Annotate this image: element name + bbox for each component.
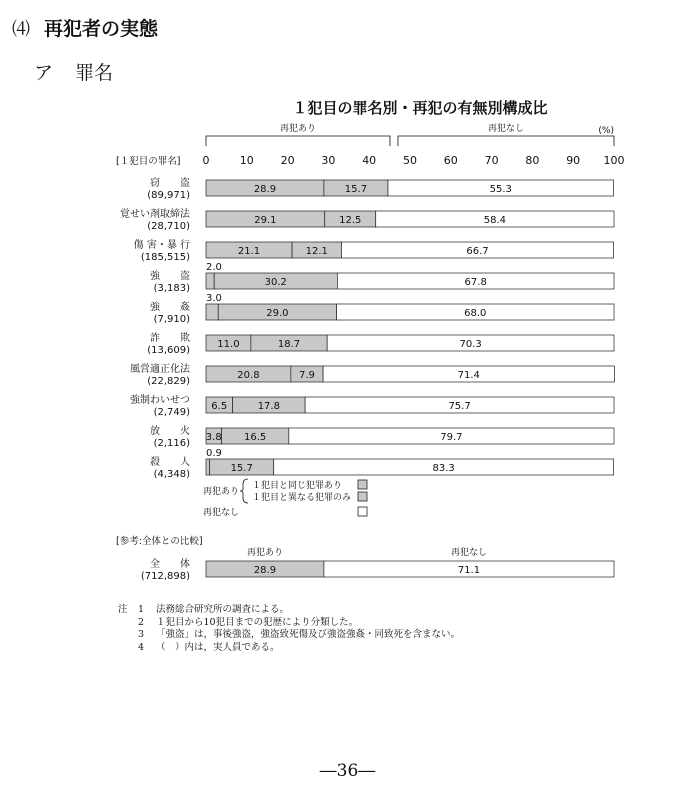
x-tick-label: 20 bbox=[280, 154, 295, 167]
category-label: 窃 盗 bbox=[150, 178, 190, 189]
category-count: (3,183) bbox=[153, 283, 190, 294]
category-count: (4,348) bbox=[153, 469, 190, 480]
data-label: 20.8 bbox=[237, 370, 260, 381]
category-count: (2,749) bbox=[153, 407, 190, 418]
legend-swatch bbox=[358, 507, 367, 516]
x-tick-label: 40 bbox=[362, 154, 377, 167]
category-count: (13,609) bbox=[147, 345, 190, 356]
data-label: 21.1 bbox=[237, 246, 261, 257]
x-tick-label: 60 bbox=[443, 154, 458, 167]
category-count: (2,116) bbox=[153, 438, 190, 449]
data-label: 7.9 bbox=[299, 370, 315, 381]
x-tick-label: 100 bbox=[603, 154, 625, 167]
x-tick-label: 70 bbox=[484, 154, 499, 167]
category-label: 風営適正化法 bbox=[130, 364, 190, 375]
note-row bbox=[118, 604, 460, 617]
category-label: 覚せい剤取締法 bbox=[120, 209, 190, 220]
x-tick-label: 0 bbox=[202, 154, 210, 167]
data-label: 68.0 bbox=[464, 308, 487, 319]
data-label: 71.4 bbox=[457, 370, 480, 381]
category-count: (89,971) bbox=[147, 190, 190, 201]
category-label: 殺 人 bbox=[150, 457, 190, 468]
data-label: 28.9 bbox=[253, 184, 277, 195]
data-label: 79.7 bbox=[440, 432, 463, 443]
reference-column-label: 再犯なし bbox=[450, 548, 487, 558]
data-label: 18.7 bbox=[277, 339, 301, 350]
note-label: 注 bbox=[118, 604, 128, 615]
data-label: 11.0 bbox=[217, 339, 240, 350]
reference-title: [参考:全体との比較] bbox=[116, 536, 203, 547]
chart-title: １犯目の罪名別・再犯の有無別構成比 bbox=[292, 99, 548, 117]
bar-segment bbox=[206, 273, 214, 289]
note-text: （ ）内は，実人員である。 bbox=[156, 641, 280, 653]
data-label: 0.9 bbox=[206, 448, 222, 459]
legend-item-label: １犯目と異なる犯罪のみ bbox=[252, 493, 352, 503]
legend-brace bbox=[240, 479, 248, 503]
data-label: 67.8 bbox=[464, 277, 487, 288]
sub-heading-marker: ア bbox=[34, 62, 54, 84]
reference-data-label: 71.1 bbox=[457, 565, 481, 576]
note-row bbox=[118, 642, 460, 655]
bar-segment bbox=[206, 304, 218, 320]
legend-swatch bbox=[358, 492, 367, 501]
category-label: 強制わいせつ bbox=[130, 395, 190, 406]
note-text: 「強盗」は，事後強盗，強盗致死傷及び強盗強姦・同致死を含まない。 bbox=[156, 629, 461, 640]
note-label bbox=[118, 617, 138, 630]
x-tick-label: 10 bbox=[239, 154, 254, 167]
unit-label: (%) bbox=[598, 126, 614, 136]
data-label: 2.0 bbox=[206, 262, 222, 273]
x-tick-label: 30 bbox=[321, 154, 336, 167]
note-label bbox=[118, 642, 138, 655]
data-label: 15.7 bbox=[344, 184, 368, 195]
section-title: 再犯者の実態 bbox=[44, 18, 159, 40]
data-label: 16.5 bbox=[244, 432, 267, 443]
legend-swatch bbox=[358, 480, 367, 489]
data-label: 15.7 bbox=[230, 463, 253, 474]
section-number: ⑷ bbox=[12, 19, 30, 40]
bar-segment bbox=[206, 459, 210, 475]
data-label: 17.8 bbox=[257, 401, 280, 412]
reference-category-count: (712,898) bbox=[140, 571, 190, 582]
note-text: 法務総合研究所の調査による。 bbox=[156, 604, 290, 615]
data-label: 55.3 bbox=[489, 184, 512, 195]
legend-item-label: １犯目と同じ犯罪あり bbox=[252, 481, 343, 491]
x-tick-label: 80 bbox=[525, 154, 540, 167]
x-tick-label: 90 bbox=[566, 154, 581, 167]
data-label: 66.7 bbox=[466, 246, 489, 257]
note-number: 3 bbox=[138, 629, 145, 640]
legend-group-label: 再犯あり bbox=[203, 487, 240, 497]
bracket-label-no: 再犯なし bbox=[487, 124, 524, 134]
category-label: 強 盗 bbox=[150, 271, 190, 282]
note-row bbox=[118, 617, 460, 630]
data-label: 30.2 bbox=[264, 277, 287, 288]
note-text: １犯目から10犯目までの犯歴により分類した。 bbox=[156, 616, 359, 628]
data-label: 12.5 bbox=[339, 215, 362, 226]
category-label: 放 火 bbox=[150, 426, 190, 437]
data-label: 29.1 bbox=[254, 215, 277, 226]
data-label: 3.8 bbox=[205, 432, 222, 443]
category-label: 強 姦 bbox=[150, 302, 190, 313]
sub-heading-title: 罪名 bbox=[75, 62, 114, 84]
data-label: 83.3 bbox=[432, 463, 455, 474]
notes bbox=[118, 604, 460, 654]
data-label: 75.7 bbox=[448, 401, 471, 412]
category-label: 傷 害・暴 行 bbox=[133, 240, 190, 251]
note-number: 1 bbox=[138, 604, 145, 615]
category-count: (22,829) bbox=[147, 376, 190, 387]
data-label: 6.5 bbox=[211, 401, 228, 412]
data-label: 58.4 bbox=[483, 215, 506, 226]
category-count: (185,515) bbox=[140, 252, 190, 263]
bracket-label-yes: 再犯あり bbox=[279, 124, 316, 134]
reference-column-label: 再犯あり bbox=[246, 548, 283, 558]
bracket-recidivism-no bbox=[398, 136, 614, 146]
data-label: 12.1 bbox=[305, 246, 328, 257]
note-number: 2 bbox=[138, 616, 145, 628]
note-label bbox=[118, 629, 138, 642]
x-tick-label: 50 bbox=[403, 154, 417, 167]
data-label: 3.0 bbox=[206, 293, 222, 304]
category-header: [１犯目の罪名] bbox=[116, 156, 181, 167]
data-label: 29.0 bbox=[266, 308, 289, 319]
note-number: 4 bbox=[138, 641, 145, 653]
category-count: (28,710) bbox=[147, 221, 190, 232]
category-label: 詐 欺 bbox=[150, 333, 190, 344]
category-count: (7,910) bbox=[153, 314, 190, 325]
legend-item-label: 再犯なし bbox=[203, 508, 240, 518]
note-row bbox=[118, 629, 460, 642]
data-label: 70.3 bbox=[459, 339, 482, 350]
reference-data-label: 28.9 bbox=[253, 565, 277, 576]
page-number: ―36― bbox=[319, 761, 376, 781]
reference-category-label: 全 体 bbox=[150, 559, 190, 570]
bracket-recidivism-yes bbox=[206, 136, 390, 146]
